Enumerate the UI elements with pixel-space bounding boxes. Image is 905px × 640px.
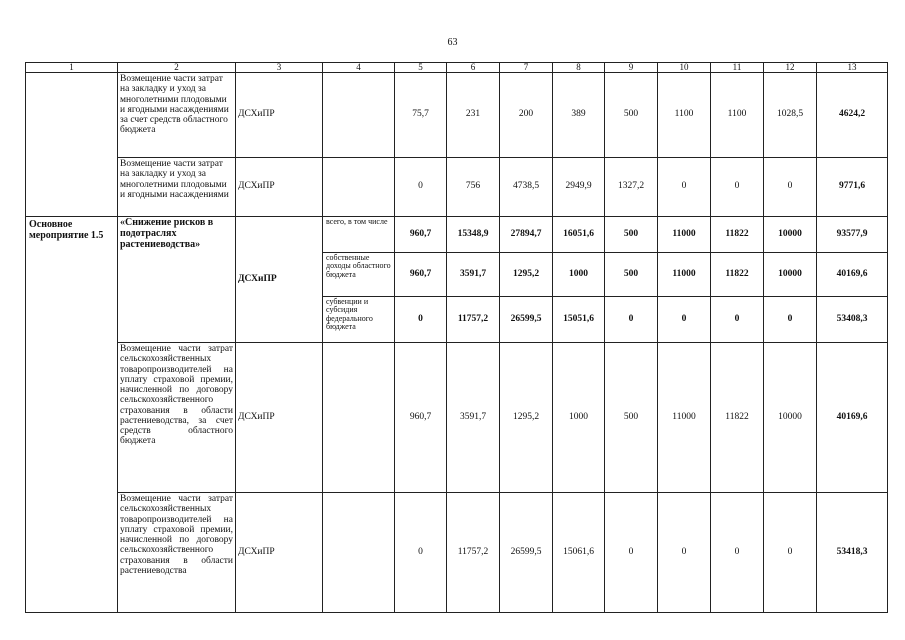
value-cell: 0	[658, 493, 711, 613]
value-cell: 1100	[711, 73, 764, 158]
value-cell: 4738,5	[500, 158, 553, 217]
total-cell: 40169,6	[817, 253, 888, 297]
value-cell: 15348,9	[447, 217, 500, 253]
col-header: 12	[764, 63, 817, 73]
value-cell: 0	[764, 493, 817, 613]
table-row	[26, 158, 888, 217]
value-cell: 1327,2	[605, 158, 658, 217]
value-cell: 500	[605, 217, 658, 253]
col-header: 7	[500, 63, 553, 73]
value-cell: 3591,7	[447, 253, 500, 297]
value-cell: 500	[605, 343, 658, 493]
value-cell: 11757,2	[447, 493, 500, 613]
value-cell: 0	[605, 493, 658, 613]
value-cell: 0	[711, 297, 764, 343]
value-cell: 11822	[711, 217, 764, 253]
main-activity-label: Основное мероприятие 1.5	[26, 217, 118, 613]
value-cell: 1295,2	[500, 343, 553, 493]
value-cell: 11822	[711, 343, 764, 493]
value-cell: 1295,2	[500, 253, 553, 297]
value-cell: 0	[605, 297, 658, 343]
activity-name: Возмещение части затрат на закладку и уход за многолетними плодовыми и ягодными насаждениями за счет средств областного бюджета	[118, 73, 236, 158]
executor-cell: ДСХиПР	[236, 493, 323, 613]
value-cell: 3591,7	[447, 343, 500, 493]
col-header: 1	[26, 63, 118, 73]
value-cell: 10000	[764, 217, 817, 253]
total-cell: 40169,6	[817, 343, 888, 493]
empty-cell	[26, 73, 118, 217]
value-cell: 2949,9	[553, 158, 605, 217]
col-header: 11	[711, 63, 764, 73]
empty-cell	[323, 493, 395, 613]
value-cell: 26599,5	[500, 297, 553, 343]
value-cell: 1028,5	[764, 73, 817, 158]
col-header: 5	[395, 63, 447, 73]
table-row	[26, 73, 888, 158]
value-cell: 11000	[658, 217, 711, 253]
funding-source: собственные доходы областного бюджета	[323, 253, 395, 297]
total-cell: 4624,2	[817, 73, 888, 158]
value-cell: 16051,6	[553, 217, 605, 253]
value-cell: 960,7	[395, 343, 447, 493]
col-header: 8	[553, 63, 605, 73]
activity-name: Возмещение части затрат сельскохозяйственных товаропроизводителей на уплату страховой премии, начисленной по договору сельскохозяйственного страхования в области растениеводства	[118, 493, 236, 613]
executor-cell: ДСХиПР	[236, 73, 323, 158]
value-cell: 0	[711, 158, 764, 217]
value-cell: 75,7	[395, 73, 447, 158]
value-cell: 0	[764, 158, 817, 217]
empty-cell	[323, 343, 395, 493]
value-cell: 27894,7	[500, 217, 553, 253]
column-number-row	[26, 63, 888, 73]
executor-cell: ДСХиПР	[236, 158, 323, 217]
value-cell: 1000	[553, 343, 605, 493]
col-header: 10	[658, 63, 711, 73]
col-header: 13	[817, 63, 888, 73]
total-cell: 53408,3	[817, 297, 888, 343]
value-cell: 10000	[764, 343, 817, 493]
value-cell: 15051,6	[553, 297, 605, 343]
value-cell: 26599,5	[500, 493, 553, 613]
page-number: 63	[447, 37, 458, 48]
executor-cell: ДСХиПР	[236, 343, 323, 493]
value-cell: 0	[395, 493, 447, 613]
value-cell: 500	[605, 253, 658, 297]
total-cell: 93577,9	[817, 217, 888, 253]
value-cell: 0	[764, 297, 817, 343]
empty-cell	[323, 158, 395, 217]
value-cell: 756	[447, 158, 500, 217]
col-header: 9	[605, 63, 658, 73]
value-cell: 0	[711, 493, 764, 613]
main-activity-name: «Снижение рисков в подотраслях растениеводства»	[118, 217, 236, 343]
value-cell: 500	[605, 73, 658, 158]
empty-cell	[323, 73, 395, 158]
value-cell: 960,7	[395, 217, 447, 253]
table-row	[26, 343, 888, 493]
funding-source: субвенции и субсидия федерального бюджета	[323, 297, 395, 343]
activity-name: Возмещение части затрат сельскохозяйственных товаропроизводителей на уплату страховой премии, начисленной по договору сельскохозяйственного страхования в области растениеводства, за счет средств областного бюджета	[118, 343, 236, 493]
total-cell: 9771,6	[817, 158, 888, 217]
value-cell: 11757,2	[447, 297, 500, 343]
value-cell: 0	[658, 158, 711, 217]
value-cell: 0	[658, 297, 711, 343]
value-cell: 10000	[764, 253, 817, 297]
value-cell: 1100	[658, 73, 711, 158]
value-cell: 389	[553, 73, 605, 158]
value-cell: 0	[395, 158, 447, 217]
col-header: 6	[447, 63, 500, 73]
col-header: 2	[118, 63, 236, 73]
value-cell: 11000	[658, 343, 711, 493]
total-cell: 53418,3	[817, 493, 888, 613]
col-header: 3	[236, 63, 323, 73]
activity-name: Возмещение части затрат на закладку и уход за многолетними плодовыми и ягодными насаждениями	[118, 158, 236, 217]
value-cell: 11000	[658, 253, 711, 297]
value-cell: 960,7	[395, 253, 447, 297]
value-cell: 231	[447, 73, 500, 158]
executor-cell: ДСХиПР	[236, 217, 323, 343]
value-cell: 200	[500, 73, 553, 158]
col-header: 4	[323, 63, 395, 73]
value-cell: 11822	[711, 253, 764, 297]
value-cell: 1000	[553, 253, 605, 297]
value-cell: 0	[395, 297, 447, 343]
value-cell: 15061,6	[553, 493, 605, 613]
table-row	[26, 217, 888, 253]
budget-table	[25, 62, 888, 613]
table-row	[26, 493, 888, 613]
funding-source: всего, в том числе	[323, 217, 395, 253]
